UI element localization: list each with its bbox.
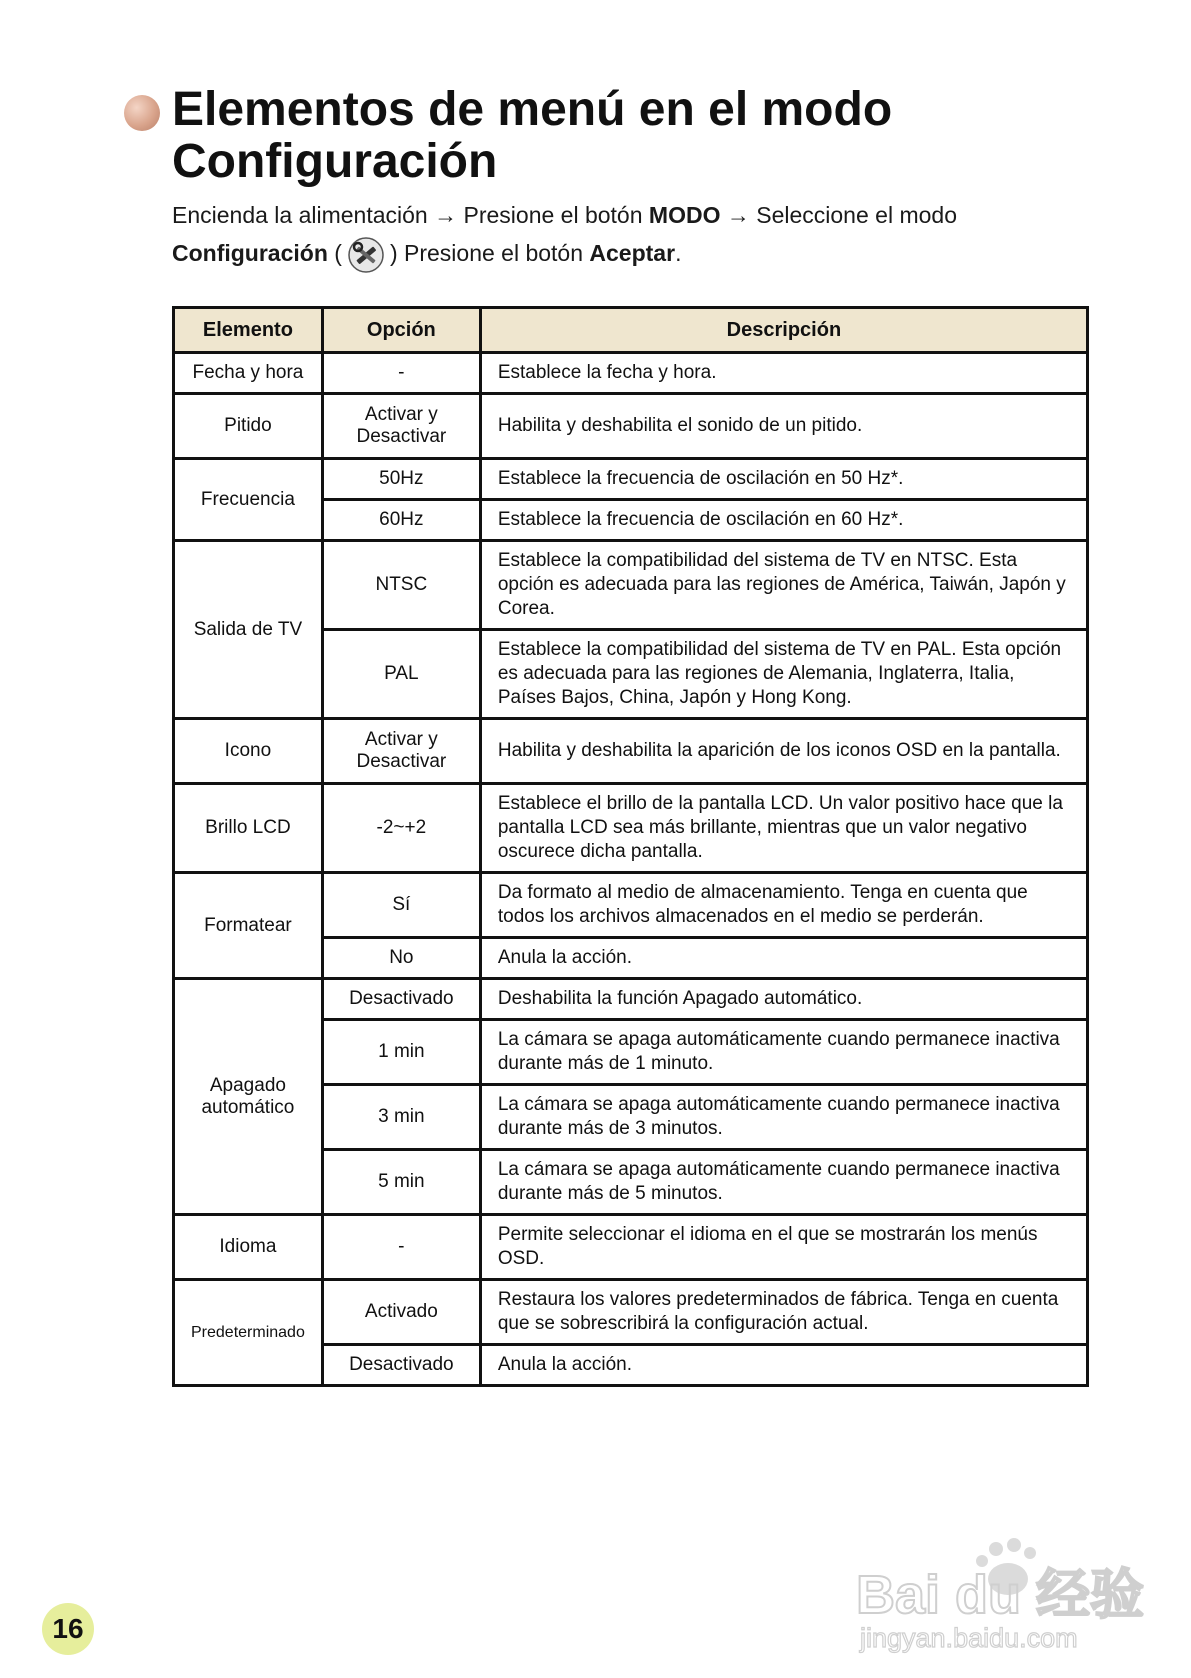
cell-description: La cámara se apaga automáticamente cuando permanece inactiva durante más de 5 minutos. <box>480 1150 1087 1215</box>
intro-text: Encienda la alimentación → Presione el botón <box>172 202 649 228</box>
cell-option: PAL <box>322 630 480 719</box>
intro-text: . <box>675 240 682 266</box>
cell-element: Apagado automático <box>174 979 323 1215</box>
intro-text: → Seleccione el modo <box>720 202 957 228</box>
title-line-2: Configuración <box>172 135 498 188</box>
table-header-row <box>174 308 1088 353</box>
cell-description: Anula la acción. <box>480 1345 1087 1386</box>
header-descripcion: Descripción <box>480 308 1087 353</box>
table-row <box>174 784 1088 873</box>
header-opcion: Opción <box>322 308 480 353</box>
cell-element: Fecha y hora <box>174 353 323 394</box>
cell-option: -2~+2 <box>322 784 480 873</box>
cell-description: Establece la frecuencia de oscilación en 60 Hz*. <box>480 500 1087 541</box>
intro-bold-modo: MODO <box>648 202 721 228</box>
cell-option: Activar y Desactivar <box>322 394 480 459</box>
cell-description: Permite seleccionar el idioma en el que se mostrarán los menús OSD. <box>480 1215 1087 1280</box>
cell-option: No <box>322 938 480 979</box>
cell-option: - <box>322 353 480 394</box>
cell-element: Pitido <box>174 394 323 459</box>
intro-bold-aceptar: Aceptar <box>589 240 676 266</box>
cell-element: Brillo LCD <box>174 784 323 873</box>
table-row <box>174 719 1088 784</box>
watermark-url: jingyan.baidu.com <box>860 1623 1078 1653</box>
page-number-badge: 16 <box>42 1603 94 1655</box>
cell-option: Desactivado <box>322 979 480 1020</box>
watermark-logo: Bai du 经验 <box>856 1565 1145 1625</box>
cell-element: Icono <box>174 719 323 784</box>
cell-option: Sí <box>322 873 480 938</box>
title-line-1: Elementos de menú en el modo <box>172 83 893 136</box>
cell-description: La cámara se apaga automáticamente cuando permanece inactiva durante más de 1 minuto. <box>480 1020 1087 1085</box>
table-row <box>174 873 1088 938</box>
table-row <box>174 541 1088 630</box>
intro-instructions <box>172 196 1072 275</box>
cell-option: 50Hz <box>322 459 480 500</box>
intro-text: ) Presione el botón <box>389 240 590 266</box>
baidu-watermark <box>856 1535 1156 1655</box>
cell-option: Activado <box>322 1280 480 1345</box>
cell-description: Habilita y deshabilita la aparición de los iconos OSD en la pantalla. <box>480 719 1087 784</box>
table-row <box>174 353 1088 394</box>
cell-element: Salida de TV <box>174 541 323 719</box>
cell-description: Establece la compatibilidad del sistema de TV en NTSC. Esta opción es adecuada para las regiones de América, Taiwán, Japón y Corea. <box>480 541 1087 630</box>
intro-text: ( <box>327 240 342 266</box>
cell-option: 1 min <box>322 1020 480 1085</box>
cell-option: - <box>322 1215 480 1280</box>
header-elemento: Elemento <box>174 308 323 353</box>
table-row <box>174 1280 1088 1345</box>
table-row <box>174 394 1088 459</box>
cell-description: Da formato al medio de almacenamiento. Tenga en cuenta que todos los archivos almacenados en el medio se perderán. <box>480 873 1087 938</box>
cell-element: Frecuencia <box>174 459 323 541</box>
settings-menu-table <box>172 306 1089 1387</box>
table-row <box>174 459 1088 500</box>
cell-description: Establece la compatibilidad del sistema de TV en PAL. Esta opción es adecuada para las regiones de Alemania, Inglaterra, Italia, Países Bajos, China, Japón y Hong Kong. <box>480 630 1087 719</box>
cell-element: Idioma <box>174 1215 323 1280</box>
table-row <box>174 1215 1088 1280</box>
cell-description: Establece la fecha y hora. <box>480 353 1087 394</box>
cell-option: 5 min <box>322 1150 480 1215</box>
cell-option: Desactivado <box>322 1345 480 1386</box>
cell-element: Formatear <box>174 873 323 979</box>
cell-description: Establece la frecuencia de oscilación en 50 Hz*. <box>480 459 1087 500</box>
setup-tools-icon <box>346 235 386 275</box>
cell-option: 60Hz <box>322 500 480 541</box>
cell-description: Deshabilita la función Apagado automático. <box>480 979 1087 1020</box>
cell-option: NTSC <box>322 541 480 630</box>
cell-option: 3 min <box>322 1085 480 1150</box>
section-bullet-icon <box>124 95 160 131</box>
cell-description: Restaura los valores predeterminados de fábrica. Tenga en cuenta que se sobrescribirá la configuración actual. <box>480 1280 1087 1345</box>
cell-description: Establece el brillo de la pantalla LCD. Un valor positivo hace que la pantalla LCD sea más brillante, mientras que un valor negativo oscurece dicha pantalla. <box>480 784 1087 873</box>
cell-description: Anula la acción. <box>480 938 1087 979</box>
intro-bold-configuracion: Configuración <box>172 240 328 266</box>
page-title <box>172 84 1072 188</box>
table-row <box>174 979 1088 1020</box>
cell-option: Activar y Desactivar <box>322 719 480 784</box>
cell-description: Habilita y deshabilita el sonido de un pitido. <box>480 394 1087 459</box>
cell-description: La cámara se apaga automáticamente cuando permanece inactiva durante más de 3 minutos. <box>480 1085 1087 1150</box>
cell-element: Predeterminado <box>174 1280 323 1386</box>
